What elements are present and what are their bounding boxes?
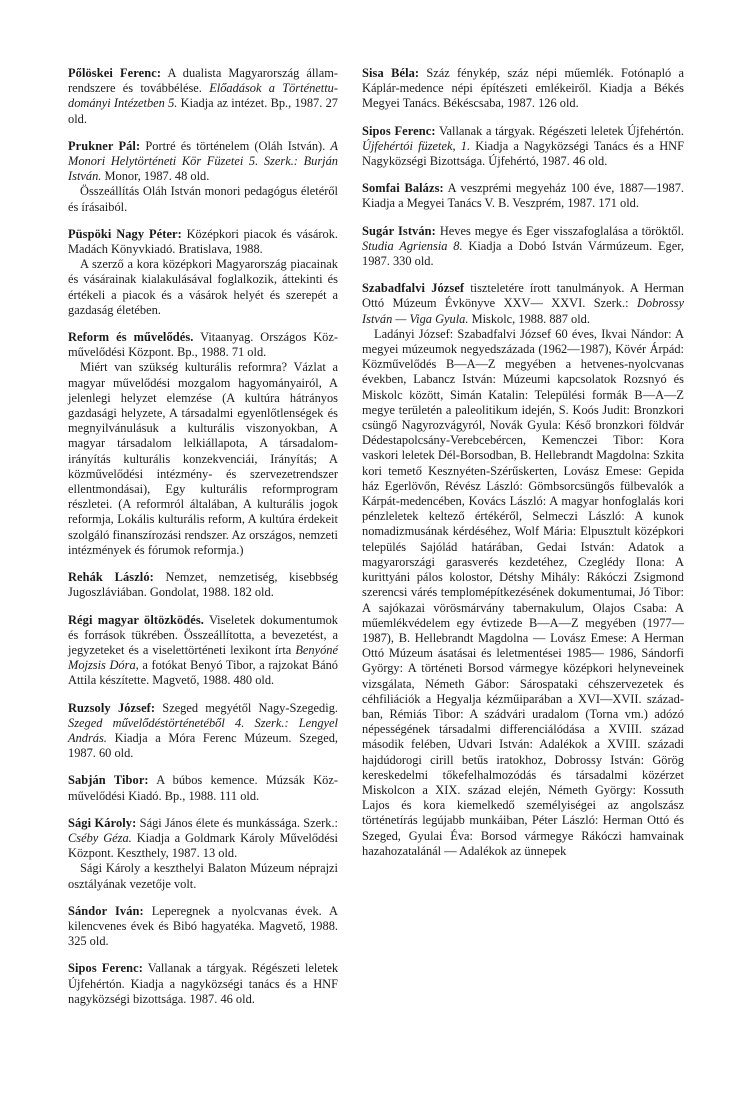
entry-author: Prukner Pál: (68, 138, 141, 153)
bibliography-entry (68, 570, 338, 600)
entry-annotation: Miért van szükség kulturális reformra? Vázlat a magyar művelődési mozgalom hagyományairól, A jelenlegi helyzet elemzése (A kultúra hátrányos gazdasági helyzete, A társadalmi egyenlőtlenségek és megnyilvánulásuk a kulturális viszonyokban, A magyar társadalom lelkiállapota, A társadalomirányítás kulturális konzekvenciái, Irányítás; A közművelődési intézmény- és szervezetrendszer ellentmondásai), Egy kulturális reformprogram részletei. (A reformról általában, A kulturális jogok reformja, Lokális kulturális reform, A kultúra érdekeit szolgáló finanszírozási rendszer. Az országos, nemzeti intézmények és fórumok reformja.) (68, 360, 338, 557)
entry-publication: Kiadja a Nagyközségi Tanács és a HNF Nagyközségi Bizottsága. Újfehértó, 1987. 46 old. (362, 138, 684, 169)
entry-author: Sisa Béla: (362, 66, 420, 80)
entry-author: Püspöki Nagy Péter: (68, 226, 182, 241)
entry-contents: Ladányi József: Szabadfalvi József 60 éves, Ikvai Nándor: A megyei múzeumok negyedszázada (1962—1987), Kövér Árpád: Közművelődés B—A—Z megyében a hetvenes-nyolcvanas években, Labancz István: Múzeumi kapcsolatok Rozsnyó és Miskolc között, Simán Katalin: Települési formák B—A—Z megye területén a paleolitikum idején, S. Koós Judit: Bronzkori csüngő Nagyrozvágyról, Novák Gyula: Késő bronzkori földvár Dédestapolcsány-Verebcebércen, Kemenczei Tibor: Kora vaskori leletek Dél-Borsodban, B. Hellebrandt Magdolna: Szkita kori temető Kesznyéten-Szérűskerten, Lovász Emese: Gepida ház Egerlövőn, Révész László: Gömbsorcsüngős fülbevalók a Kárpát-medencében, Kovács László: A magyar honfoglalás kori pénzleletek keltező értékéről, Selmeczi László: A kunok nomadizmusának kérdéséhez, Wolf Mária: Elpusztult középkori település Sajólád határában, Gedai István: Adatok a magyarországi garasverés kezdetéhez, Czeglédy Ilona: A kurittyáni pálos kolostor, Détshy Mihály: Rákóczi Zsigmond szerencsi várés templomépítkezésének dokumentumai, Jó Tibor: A sajókazai vörösmárvány tabernakulum, Olajos Csaba: A műemlékvédelem egy évtizede B—A—Z megyében (1977—1987), B. Hellebrandt Magdolna — Lovász Emese: A Herman Ottó Múzeum ásatásai és leletmentései 1985— 1986, Sándorfi György: A történeti Borsod vármegye középkori helyneveinek vizsgálata, Németh Gábor: Sárospataki céhszervezetek és céhfiliációk a Hegyalja kézműiparában a XVI—XVII. században, Rémiás Tibor: A szádvári uradalom (Torna vm.) adózó népességének társadalmi differenciálódása a XVIII. század második felében, Udvari István: Adalékok a XVIII. századi hajdúdorogi cirill betűs iratokhoz, Dobrossy István: Görög kereskedelmi tőkefelhalmozódás és társadalmi közérzet Miskolcon a XIX. század elején, Németh György: Kossuth Lajos és kora kiemelkedő személyiségei az angolszász történetírás legújabb munkáiban, Péter László: Herman Ottó és Szeged, Gyulai Éva: Borsod vármegye Rákóczi hamvainak hazahozatalánál — Adalékok az ünnepek (362, 326, 684, 858)
entry-title: Viseletek dokumentumok és források tükrében. Összeállította, a bevezetést, a jegyzeteket és a viselettörténeti lexikont írta (68, 612, 338, 657)
entry-title: A veszprémi megyeház 100 éve, 1887—1987. Kiadja a Megyei Tanács V. B. Veszprém, 1987. 171 old. (362, 181, 684, 211)
bibliography-entry (362, 66, 684, 112)
entry-author: Somfai Balázs: (362, 181, 444, 196)
entry-publication: Miskolc, 1988. 887 old. (471, 311, 590, 326)
entry-author: Sipos Ferenc: (68, 961, 143, 976)
entry-series: Szeged művelődéstörténetéből 4. Szerk.: Lengyel András. (68, 715, 338, 745)
entry-title: Szeged megyétől Nagy-Szegedig. (162, 700, 338, 715)
entry-series: Dobrossy István — Viga Gyula. (362, 296, 684, 326)
entry-author: Sipos Ferenc: (362, 123, 436, 138)
entry-publication: Kiadja a Dobó István Vármúzeum. Eger, 1987. 330 old. (362, 238, 684, 269)
bibliography-entry (68, 330, 338, 558)
entry-title: Portré és történelem (Oláh István). (145, 138, 326, 153)
entry-title: Vitaanyag. Országos Közművelődési Központ. Bp., 1988. 71 old. (68, 330, 339, 360)
bibliography-entry (68, 227, 338, 318)
entry-series: Studia Agriensia 8. (362, 238, 463, 253)
entry-author: Szabadfalvi József (362, 281, 465, 296)
bibliography-entry (362, 281, 684, 859)
entry-series: Újfehértói füzetek, 1. (362, 138, 471, 153)
entry-title: Vallanak a tárgyak. Régészeti leletek Újfehértón. Kiadja a nagyközségi tanács és a HNF nagyközségi bizottsága. 1987. 46 old. (68, 961, 339, 1006)
entry-title: Leperegnek a nyolcvanas évek. A kilencvenes évek és Bibó hagyatéka. Magvető, 1988. 325 old. (68, 903, 338, 949)
entry-publication: Kiadja a Móra Ferenc Múzeum. Szeged, 1987. 60 old. (68, 730, 338, 761)
entry-author: Ruzsoly József: (68, 700, 156, 715)
bibliography-entry (68, 66, 338, 127)
entry-annotation: Összeállítás Oláh István monori pedagógus életéről és írásaiból. (68, 184, 338, 214)
entry-author: Rehák László: (68, 570, 154, 585)
entry-title: Heves megye és Eger visszafoglalása a töröktől. (439, 223, 685, 238)
entry-title: Nemzet, nemzetiség, kisebbség Jugoszláviában. Gondolat, 1988. 182 old. (68, 570, 338, 600)
entry-title: A búbos kemence. Múzsák Közművelődési Kiadó. Bp., 1988. 111 old. (68, 773, 338, 803)
entry-series: Benyóné Mojzsis Dóra, (68, 642, 338, 673)
bibliography-entry (68, 773, 338, 803)
entry-author: Régi magyar öltözködés. (68, 612, 204, 627)
entry-publication: Monor, 1987. 48 old. (104, 169, 210, 184)
left-column (68, 66, 338, 1019)
bibliography-entry (68, 816, 338, 892)
bibliography-entry (68, 701, 338, 762)
entry-annotation: A szerző a kora középkori Magyarország piacainak és vásárainak kialakulásával foglalkozik, áttekinti és értékeli a piacok és a vásárok helyét és szerepét a gazdaság életében. (68, 257, 338, 317)
entry-publication: Kiadja a Goldmark Károly Művelődési Központ. Keszthely, 1987. 13 old. (68, 830, 338, 861)
bibliography-entry (362, 124, 684, 170)
entry-title: Száz fénykép, száz népi műemlék. Fotónapló a Káplár-medence népi építészeti emlékeiről. Kiadja a Békés Megyei Tanács. Békéscsaba, 1987. 126 old. (362, 66, 684, 111)
entry-author: Sándor Iván: (68, 903, 144, 918)
entry-author: Sági Károly: (68, 815, 137, 830)
entry-title: Középkori piacok és vásárok. Madách Könyvkiadó. Bratislava, 1988. (68, 226, 338, 257)
bibliography-entry (362, 181, 684, 211)
entry-publication: Kiadja az intézet. Bp., 1987. 27 old. (68, 96, 338, 126)
entry-title: tiszteletére írott tanulmányok. A Herman Ottó Múzeum Évkönyve XXV— XXVI. Szerk.: (362, 281, 684, 311)
entry-title: A dualista Magyarország államrendszere és továbbélése. (68, 66, 338, 96)
bibliography-entry (68, 961, 338, 1007)
entry-author: Sabján Tibor: (68, 773, 149, 788)
bibliography-entry (68, 139, 338, 215)
entry-title: Vallanak a tárgyak. Régészeti leletek Újfehértón. (438, 123, 684, 138)
entry-series: Előadások a Történettudományi Intézetben 5. (68, 81, 338, 111)
entry-annotation: Sági Károly a keszthelyi Balaton Múzeum néprajzi osztályának vezetője volt. (68, 861, 338, 891)
bibliography-entry (68, 904, 338, 950)
entry-author: Reform és művelődés. (68, 330, 194, 345)
bibliography-entry (68, 613, 338, 689)
bibliography-entry (362, 224, 684, 270)
entry-title: Sági János élete és munkássága. Szerk.: (139, 815, 338, 830)
entry-author: Pőlöskei Ferenc: (68, 66, 162, 80)
entry-publication: a fotókat Benyó Tibor, a rajzokat Bánó Attila készítette. Magvető, 1988. 480 old. (68, 658, 338, 688)
entry-author: Sugár István: (362, 223, 436, 238)
right-column (362, 66, 684, 871)
entry-series: A Monori Helytörténeti Kör Füzetei 5. Szerk.: Burján István. (68, 138, 338, 184)
entry-series: Cséby Géza. (68, 830, 132, 845)
